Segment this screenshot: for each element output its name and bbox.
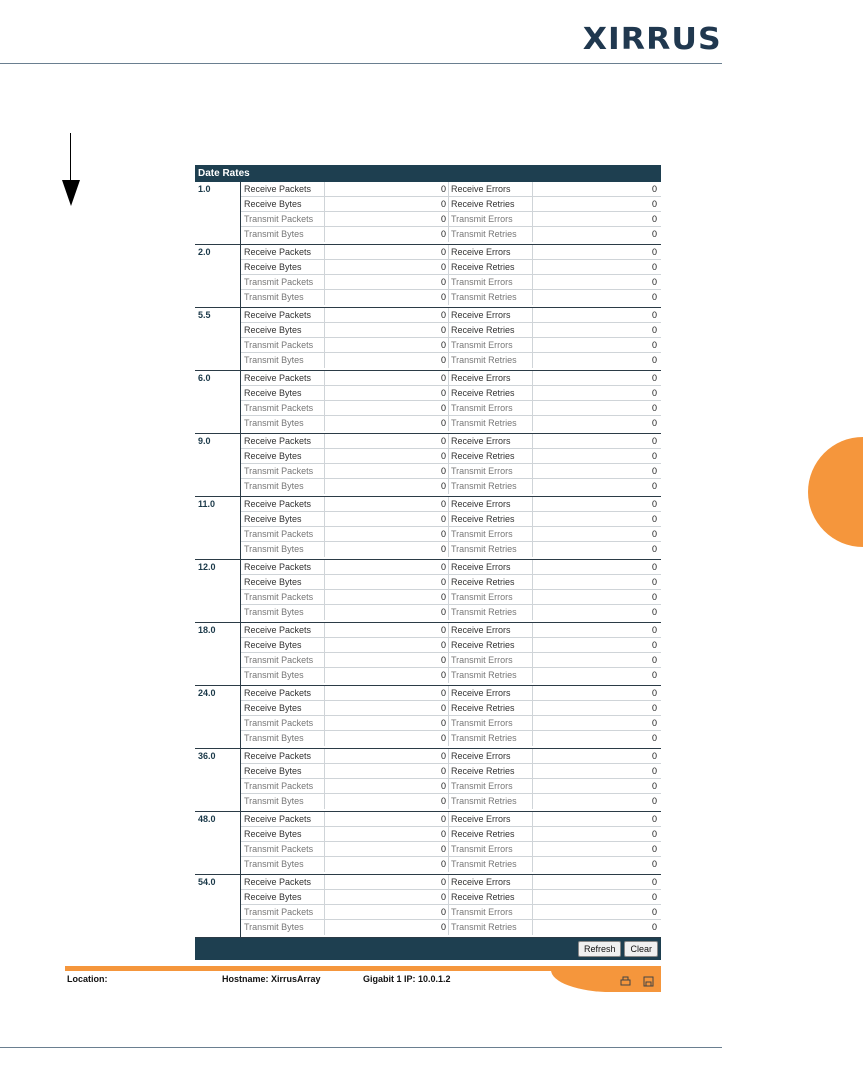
rate-label: 12.0 bbox=[195, 560, 241, 622]
stat-name: Receive Packets bbox=[241, 245, 325, 259]
stat-name: Receive Packets bbox=[241, 875, 325, 889]
stat-value: 0 bbox=[651, 670, 657, 680]
stat-name: Receive Packets bbox=[241, 182, 325, 196]
stat-value: 0 bbox=[325, 638, 449, 652]
status-bar bbox=[65, 966, 661, 992]
table-row bbox=[241, 905, 661, 920]
stat-name: Transmit Packets bbox=[241, 401, 325, 415]
table-row bbox=[241, 227, 661, 242]
table-row bbox=[241, 812, 661, 827]
stat-name: Receive Bytes bbox=[241, 575, 325, 589]
rate-stats bbox=[241, 245, 661, 307]
stat-value: 0 bbox=[651, 292, 657, 302]
rate-stats bbox=[241, 497, 661, 559]
stat-value: 0 bbox=[325, 590, 449, 604]
print-icon[interactable] bbox=[620, 976, 631, 987]
table-row bbox=[241, 260, 661, 275]
table-row bbox=[241, 668, 661, 683]
stat-value: 0 bbox=[325, 920, 449, 935]
table-row bbox=[241, 686, 661, 701]
table-row bbox=[241, 779, 661, 794]
stat-name: Transmit Bytes bbox=[241, 857, 325, 872]
rate-group bbox=[195, 560, 661, 623]
stat-value: 0 bbox=[651, 655, 657, 665]
stat-name: Receive Retries bbox=[449, 386, 533, 400]
stat-value: 0 bbox=[325, 338, 449, 352]
table-row bbox=[241, 434, 661, 449]
stat-name: Receive Retries bbox=[449, 638, 533, 652]
stat-value: 0 bbox=[325, 197, 449, 211]
rate-stats bbox=[241, 560, 661, 622]
table-row bbox=[241, 386, 661, 401]
rate-label: 5.5 bbox=[195, 308, 241, 370]
stat-name: Receive Retries bbox=[449, 512, 533, 526]
table-row bbox=[241, 512, 661, 527]
table-row bbox=[241, 449, 661, 464]
stat-value: 0 bbox=[651, 781, 657, 791]
stat-value: 0 bbox=[325, 560, 449, 574]
stat-name: Receive Packets bbox=[241, 623, 325, 637]
stat-value: 0 bbox=[325, 875, 449, 889]
chapter-tab-marker bbox=[808, 437, 863, 547]
stat-value: 0 bbox=[325, 212, 449, 226]
stat-name: Transmit Packets bbox=[241, 275, 325, 289]
stat-value: 0 bbox=[325, 575, 449, 589]
stat-name: Transmit Errors bbox=[449, 842, 533, 856]
rate-group bbox=[195, 497, 661, 560]
table-row bbox=[241, 527, 661, 542]
stat-name: Receive Bytes bbox=[241, 323, 325, 337]
stat-name: Receive Bytes bbox=[241, 638, 325, 652]
rate-group bbox=[195, 308, 661, 371]
stat-value: 0 bbox=[651, 922, 657, 932]
stat-value: 0 bbox=[325, 323, 449, 337]
panel-title: Date Rates bbox=[195, 165, 661, 182]
stat-name: Transmit Bytes bbox=[241, 605, 325, 620]
stat-value: 0 bbox=[651, 892, 657, 902]
stat-name: Receive Packets bbox=[241, 560, 325, 574]
table-row bbox=[241, 197, 661, 212]
table-row bbox=[241, 638, 661, 653]
rate-group bbox=[195, 875, 661, 938]
table-row bbox=[241, 497, 661, 512]
stat-value: 0 bbox=[325, 716, 449, 730]
stat-name: Receive Bytes bbox=[241, 827, 325, 841]
stat-value: 0 bbox=[651, 418, 657, 428]
stat-value: 0 bbox=[651, 577, 657, 587]
table-row bbox=[241, 245, 661, 260]
table-row bbox=[241, 875, 661, 890]
stat-name: Transmit Bytes bbox=[241, 731, 325, 746]
stat-value: 0 bbox=[325, 623, 449, 637]
stat-name: Transmit Retries bbox=[449, 605, 533, 620]
stat-value: 0 bbox=[325, 386, 449, 400]
stat-value: 0 bbox=[325, 434, 449, 448]
stat-value: 0 bbox=[651, 199, 657, 209]
stat-name: Transmit Bytes bbox=[241, 290, 325, 305]
stat-name: Receive Errors bbox=[449, 623, 533, 637]
rate-group bbox=[195, 434, 661, 497]
stat-name: Receive Retries bbox=[449, 449, 533, 463]
stat-value: 0 bbox=[325, 605, 449, 620]
rate-group bbox=[195, 245, 661, 308]
stat-name: Receive Packets bbox=[241, 812, 325, 826]
stat-value: 0 bbox=[325, 794, 449, 809]
rate-label: 24.0 bbox=[195, 686, 241, 748]
stat-name: Receive Retries bbox=[449, 575, 533, 589]
table-row bbox=[241, 182, 661, 197]
rate-label: 11.0 bbox=[195, 497, 241, 559]
stat-value: 0 bbox=[325, 275, 449, 289]
stat-name: Transmit Errors bbox=[449, 212, 533, 226]
rate-stats bbox=[241, 749, 661, 811]
rate-label: 2.0 bbox=[195, 245, 241, 307]
rate-stats bbox=[241, 434, 661, 496]
rate-group bbox=[195, 371, 661, 434]
stat-value: 0 bbox=[325, 857, 449, 872]
stat-value: 0 bbox=[325, 227, 449, 242]
stat-name: Transmit Packets bbox=[241, 464, 325, 478]
stat-name: Receive Errors bbox=[449, 308, 533, 322]
stat-value: 0 bbox=[651, 214, 657, 224]
stat-value: 0 bbox=[651, 544, 657, 554]
stat-value: 0 bbox=[325, 527, 449, 541]
stat-value: 0 bbox=[325, 308, 449, 322]
stat-name: Transmit Packets bbox=[241, 716, 325, 730]
stat-name: Transmit Bytes bbox=[241, 668, 325, 683]
stat-value: 0 bbox=[651, 562, 657, 572]
stat-value: 0 bbox=[325, 905, 449, 919]
stat-value: 0 bbox=[651, 514, 657, 524]
stat-value: 0 bbox=[325, 182, 449, 196]
stat-value: 0 bbox=[325, 416, 449, 431]
stat-value: 0 bbox=[325, 812, 449, 826]
rate-stats bbox=[241, 686, 661, 748]
stat-name: Receive Packets bbox=[241, 371, 325, 385]
stat-name: Receive Retries bbox=[449, 890, 533, 904]
stat-name: Receive Retries bbox=[449, 260, 533, 274]
stat-value: 0 bbox=[651, 466, 657, 476]
stat-value: 0 bbox=[325, 497, 449, 511]
table-row bbox=[241, 542, 661, 557]
stat-name: Receive Errors bbox=[449, 371, 533, 385]
stat-value: 0 bbox=[325, 779, 449, 793]
stat-value: 0 bbox=[325, 890, 449, 904]
stat-name: Receive Retries bbox=[449, 827, 533, 841]
stat-value: 0 bbox=[651, 703, 657, 713]
stat-name: Receive Bytes bbox=[241, 512, 325, 526]
rate-stats bbox=[241, 182, 661, 244]
table-row bbox=[241, 749, 661, 764]
table-row bbox=[241, 479, 661, 494]
stat-name: Transmit Retries bbox=[449, 416, 533, 431]
table-row bbox=[241, 842, 661, 857]
table-row bbox=[241, 890, 661, 905]
stat-name: Receive Errors bbox=[449, 434, 533, 448]
stat-name: Transmit Bytes bbox=[241, 416, 325, 431]
stat-value: 0 bbox=[651, 373, 657, 383]
clear-button[interactable]: Clear bbox=[624, 941, 658, 957]
table-row bbox=[241, 464, 661, 479]
stat-name: Receive Bytes bbox=[241, 764, 325, 778]
stat-value: 0 bbox=[651, 640, 657, 650]
table-row bbox=[241, 275, 661, 290]
stat-name: Receive Packets bbox=[241, 686, 325, 700]
stat-name: Transmit Errors bbox=[449, 527, 533, 541]
stat-value: 0 bbox=[651, 859, 657, 869]
stat-name: Receive Bytes bbox=[241, 197, 325, 211]
stat-name: Transmit Retries bbox=[449, 920, 533, 935]
rate-label: 18.0 bbox=[195, 623, 241, 685]
pointer-arrow-head-icon bbox=[62, 180, 80, 206]
rate-stats bbox=[241, 371, 661, 433]
stat-name: Transmit Errors bbox=[449, 779, 533, 793]
rate-group bbox=[195, 623, 661, 686]
table-row bbox=[241, 731, 661, 746]
stat-value: 0 bbox=[325, 512, 449, 526]
stat-value: 0 bbox=[651, 844, 657, 854]
stat-name: Transmit Packets bbox=[241, 338, 325, 352]
table-row bbox=[241, 353, 661, 368]
stat-value: 0 bbox=[651, 592, 657, 602]
stat-name: Receive Bytes bbox=[241, 701, 325, 715]
stat-name: Transmit Retries bbox=[449, 542, 533, 557]
stat-value: 0 bbox=[651, 751, 657, 761]
table-row bbox=[241, 560, 661, 575]
table-row bbox=[241, 338, 661, 353]
table-row bbox=[241, 401, 661, 416]
rate-label: 9.0 bbox=[195, 434, 241, 496]
stat-name: Transmit Packets bbox=[241, 527, 325, 541]
table-row bbox=[241, 764, 661, 779]
stat-name: Transmit Bytes bbox=[241, 542, 325, 557]
rate-stats bbox=[241, 875, 661, 937]
stat-value: 0 bbox=[651, 733, 657, 743]
stat-name: Receive Retries bbox=[449, 323, 533, 337]
stat-value: 0 bbox=[651, 451, 657, 461]
stat-value: 0 bbox=[325, 464, 449, 478]
stat-value: 0 bbox=[325, 245, 449, 259]
data-rates-panel bbox=[195, 165, 661, 960]
table-row bbox=[241, 308, 661, 323]
top-divider bbox=[0, 63, 722, 64]
stat-name: Transmit Errors bbox=[449, 653, 533, 667]
stat-name: Transmit Errors bbox=[449, 716, 533, 730]
stat-name: Transmit Errors bbox=[449, 275, 533, 289]
stat-value: 0 bbox=[651, 829, 657, 839]
rate-groups bbox=[195, 182, 661, 938]
stat-name: Transmit Retries bbox=[449, 479, 533, 494]
rate-label: 54.0 bbox=[195, 875, 241, 937]
stat-name: Receive Bytes bbox=[241, 386, 325, 400]
stat-value: 0 bbox=[651, 403, 657, 413]
stat-value: 0 bbox=[325, 827, 449, 841]
stat-value: 0 bbox=[325, 731, 449, 746]
stat-value: 0 bbox=[651, 877, 657, 887]
stat-name: Transmit Retries bbox=[449, 227, 533, 242]
stat-name: Receive Retries bbox=[449, 197, 533, 211]
rate-label: 36.0 bbox=[195, 749, 241, 811]
stat-name: Transmit Bytes bbox=[241, 353, 325, 368]
stat-value: 0 bbox=[651, 718, 657, 728]
rate-stats bbox=[241, 812, 661, 874]
stat-name: Transmit Retries bbox=[449, 857, 533, 872]
refresh-button[interactable]: Refresh bbox=[578, 941, 622, 957]
stat-name: Transmit Errors bbox=[449, 590, 533, 604]
table-row bbox=[241, 290, 661, 305]
stat-name: Transmit Packets bbox=[241, 905, 325, 919]
stat-name: Receive Bytes bbox=[241, 449, 325, 463]
rate-stats bbox=[241, 623, 661, 685]
stat-name: Receive Errors bbox=[449, 245, 533, 259]
hostname-label: Hostname: XirrusArray bbox=[222, 974, 321, 984]
table-row bbox=[241, 416, 661, 431]
stat-value: 0 bbox=[325, 842, 449, 856]
table-row bbox=[241, 323, 661, 338]
rate-label: 6.0 bbox=[195, 371, 241, 433]
stat-value: 0 bbox=[325, 653, 449, 667]
table-row bbox=[241, 371, 661, 386]
stat-value: 0 bbox=[651, 529, 657, 539]
table-row bbox=[241, 701, 661, 716]
stat-name: Transmit Errors bbox=[449, 464, 533, 478]
pointer-arrow-shaft bbox=[70, 133, 71, 183]
stat-name: Transmit Errors bbox=[449, 338, 533, 352]
save-icon[interactable] bbox=[643, 976, 654, 987]
stat-value: 0 bbox=[325, 449, 449, 463]
rate-group bbox=[195, 749, 661, 812]
stat-value: 0 bbox=[651, 355, 657, 365]
rate-label: 1.0 bbox=[195, 182, 241, 244]
stat-value: 0 bbox=[651, 796, 657, 806]
rate-stats bbox=[241, 308, 661, 370]
stat-name: Receive Bytes bbox=[241, 890, 325, 904]
table-row bbox=[241, 716, 661, 731]
stat-value: 0 bbox=[325, 260, 449, 274]
stat-value: 0 bbox=[325, 371, 449, 385]
stat-value: 0 bbox=[651, 184, 657, 194]
stat-name: Transmit Packets bbox=[241, 842, 325, 856]
table-row bbox=[241, 653, 661, 668]
stat-value: 0 bbox=[651, 907, 657, 917]
stat-value: 0 bbox=[651, 499, 657, 509]
stat-value: 0 bbox=[651, 340, 657, 350]
table-row bbox=[241, 794, 661, 809]
stat-value: 0 bbox=[651, 388, 657, 398]
stat-name: Transmit Bytes bbox=[241, 479, 325, 494]
table-row bbox=[241, 590, 661, 605]
table-row bbox=[241, 212, 661, 227]
xirrus-logo: XIRRUS bbox=[582, 22, 722, 57]
stat-value: 0 bbox=[651, 229, 657, 239]
stat-value: 0 bbox=[325, 749, 449, 763]
table-row bbox=[241, 920, 661, 935]
stat-name: Receive Packets bbox=[241, 749, 325, 763]
stat-name: Transmit Retries bbox=[449, 794, 533, 809]
stat-value: 0 bbox=[651, 310, 657, 320]
stat-value: 0 bbox=[651, 625, 657, 635]
stat-name: Transmit Packets bbox=[241, 212, 325, 226]
stat-value: 0 bbox=[651, 262, 657, 272]
stat-value: 0 bbox=[651, 607, 657, 617]
stat-value: 0 bbox=[651, 247, 657, 257]
stat-name: Receive Errors bbox=[449, 812, 533, 826]
table-row bbox=[241, 827, 661, 842]
stat-name: Transmit Errors bbox=[449, 401, 533, 415]
stat-value: 0 bbox=[325, 701, 449, 715]
stat-value: 0 bbox=[325, 401, 449, 415]
stat-value: 0 bbox=[325, 668, 449, 683]
table-row bbox=[241, 605, 661, 620]
stat-name: Transmit Retries bbox=[449, 731, 533, 746]
stat-name: Receive Packets bbox=[241, 434, 325, 448]
stat-name: Receive Errors bbox=[449, 560, 533, 574]
stat-name: Transmit Errors bbox=[449, 905, 533, 919]
stat-value: 0 bbox=[651, 688, 657, 698]
stat-value: 0 bbox=[325, 290, 449, 305]
rate-group bbox=[195, 182, 661, 245]
stat-name: Receive Errors bbox=[449, 749, 533, 763]
rate-label: 48.0 bbox=[195, 812, 241, 874]
stat-name: Receive Errors bbox=[449, 875, 533, 889]
stat-name: Transmit Bytes bbox=[241, 920, 325, 935]
stat-value: 0 bbox=[651, 325, 657, 335]
stat-name: Transmit Packets bbox=[241, 653, 325, 667]
stat-name: Transmit Retries bbox=[449, 290, 533, 305]
stat-value: 0 bbox=[325, 479, 449, 494]
stat-name: Receive Errors bbox=[449, 497, 533, 511]
rate-group bbox=[195, 812, 661, 875]
stat-value: 0 bbox=[651, 277, 657, 287]
stat-name: Receive Packets bbox=[241, 308, 325, 322]
table-row bbox=[241, 857, 661, 872]
stat-value: 0 bbox=[325, 353, 449, 368]
stat-value: 0 bbox=[651, 766, 657, 776]
bottom-divider bbox=[0, 1047, 722, 1048]
stat-name: Receive Errors bbox=[449, 182, 533, 196]
stat-value: 0 bbox=[325, 542, 449, 557]
stat-name: Receive Errors bbox=[449, 686, 533, 700]
table-row bbox=[241, 623, 661, 638]
stat-name: Receive Packets bbox=[241, 497, 325, 511]
stat-name: Transmit Retries bbox=[449, 668, 533, 683]
stat-name: Transmit Bytes bbox=[241, 227, 325, 242]
location-label: Location: bbox=[67, 974, 108, 984]
stat-value: 0 bbox=[651, 814, 657, 824]
stat-value: 0 bbox=[325, 686, 449, 700]
stat-value: 0 bbox=[651, 481, 657, 491]
table-row bbox=[241, 575, 661, 590]
stat-value: 0 bbox=[325, 764, 449, 778]
ip-label: Gigabit 1 IP: 10.0.1.2 bbox=[363, 974, 451, 984]
stat-name: Transmit Retries bbox=[449, 353, 533, 368]
stat-name: Transmit Packets bbox=[241, 779, 325, 793]
stat-name: Receive Retries bbox=[449, 764, 533, 778]
stat-name: Transmit Packets bbox=[241, 590, 325, 604]
stat-name: Receive Bytes bbox=[241, 260, 325, 274]
stat-value: 0 bbox=[651, 436, 657, 446]
stat-name: Receive Retries bbox=[449, 701, 533, 715]
rate-group bbox=[195, 686, 661, 749]
panel-footer bbox=[195, 938, 661, 960]
stat-name: Transmit Bytes bbox=[241, 794, 325, 809]
